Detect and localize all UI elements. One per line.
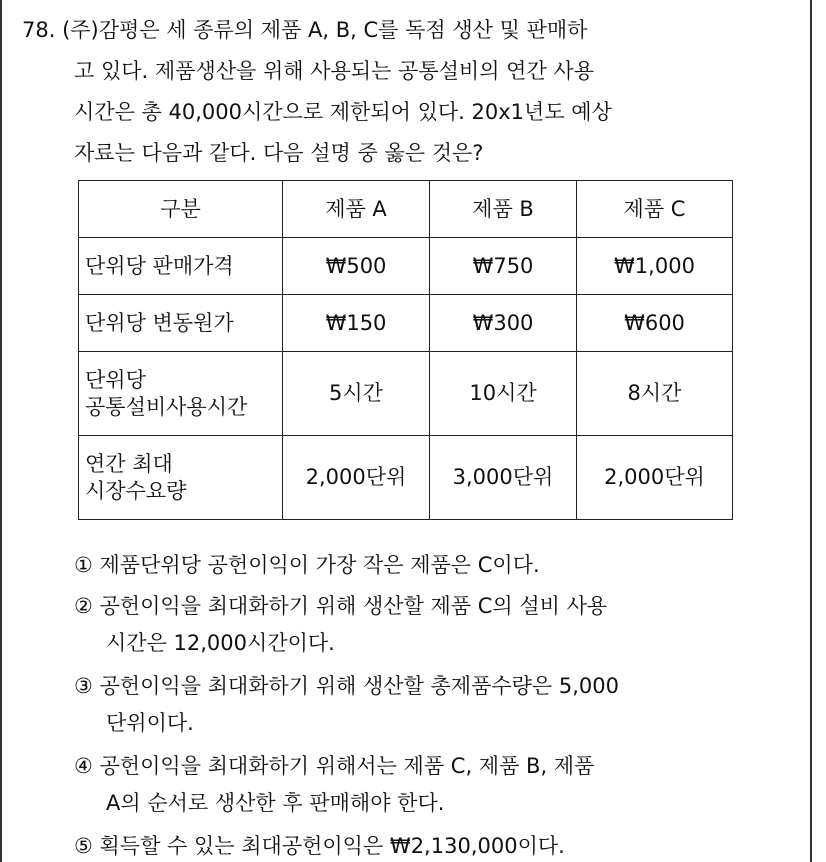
cell-value: ₩600 (577, 295, 733, 352)
data-table (78, 180, 733, 520)
cell-value: ₩750 (430, 238, 577, 295)
row-label: 단위당 판매가격 (79, 238, 283, 295)
option-marker: ④ (74, 754, 93, 778)
question-line-4: 자료는 다음과 같다. 다음 설명 중 옳은 것은? (74, 141, 484, 165)
option-4[interactable] (74, 754, 594, 778)
option-text: 공헌이익을 최대화하기 위해 생산할 제품 C의 설비 사용 (99, 594, 608, 618)
option-marker: ⑤ (74, 834, 93, 858)
header-product-a: 제품 A (283, 181, 430, 238)
option-2-continuation: 시간은 12,000시간이다. (106, 631, 335, 655)
cell-value: 10시간 (430, 352, 577, 436)
table-row (79, 295, 733, 352)
cell-value: 3,000단위 (430, 436, 577, 520)
option-3[interactable] (74, 674, 619, 698)
option-1[interactable] (74, 553, 540, 577)
row-label: 연간 최대 시장수요량 (79, 436, 283, 520)
option-text: 제품단위당 공헌이익이 가장 작은 제품은 C이다. (99, 553, 540, 577)
header-product-b: 제품 B (430, 181, 577, 238)
header-category: 구분 (79, 181, 283, 238)
row-label: 단위당 공통설비사용시간 (79, 352, 283, 436)
cell-value: ₩150 (283, 295, 430, 352)
row-label: 단위당 변동원가 (79, 295, 283, 352)
question-line-3: 시간은 총 40,000시간으로 제한되어 있다. 20x1년도 예상 (74, 100, 612, 124)
cell-value: 2,000단위 (577, 436, 733, 520)
cell-value: 8시간 (577, 352, 733, 436)
option-text: 획득할 수 있는 최대공헌이익은 ₩2,130,000이다. (99, 834, 565, 858)
option-marker: ① (74, 553, 93, 577)
cell-value: 2,000단위 (283, 436, 430, 520)
cell-value: ₩300 (430, 295, 577, 352)
table-row (79, 436, 733, 520)
table-header-row (79, 181, 733, 238)
option-marker: ② (74, 594, 93, 618)
cell-value: ₩1,000 (577, 238, 733, 295)
option-4-continuation: A의 순서로 생산한 후 판매해야 한다. (106, 791, 445, 815)
option-2[interactable] (74, 594, 607, 618)
option-marker: ③ (74, 674, 93, 698)
option-text: 공헌이익을 최대화하기 위해서는 제품 C, 제품 B, 제품 (99, 754, 595, 778)
option-5[interactable] (74, 834, 565, 858)
option-text: 공헌이익을 최대화하기 위해 생산할 총제품수량은 5,000 (99, 674, 620, 698)
header-product-c: 제품 C (577, 181, 733, 238)
table-row (79, 352, 733, 436)
table-row (79, 238, 733, 295)
cell-value: 5시간 (283, 352, 430, 436)
question-line-1: 78. (주)감평은 세 종류의 제품 A, B, C를 독점 생산 및 판매하 (22, 18, 588, 42)
cell-value: ₩500 (283, 238, 430, 295)
option-3-continuation: 단위이다. (106, 711, 194, 735)
question-line-2: 고 있다. 제품생산을 위해 사용되는 공통설비의 연간 사용 (74, 59, 594, 83)
